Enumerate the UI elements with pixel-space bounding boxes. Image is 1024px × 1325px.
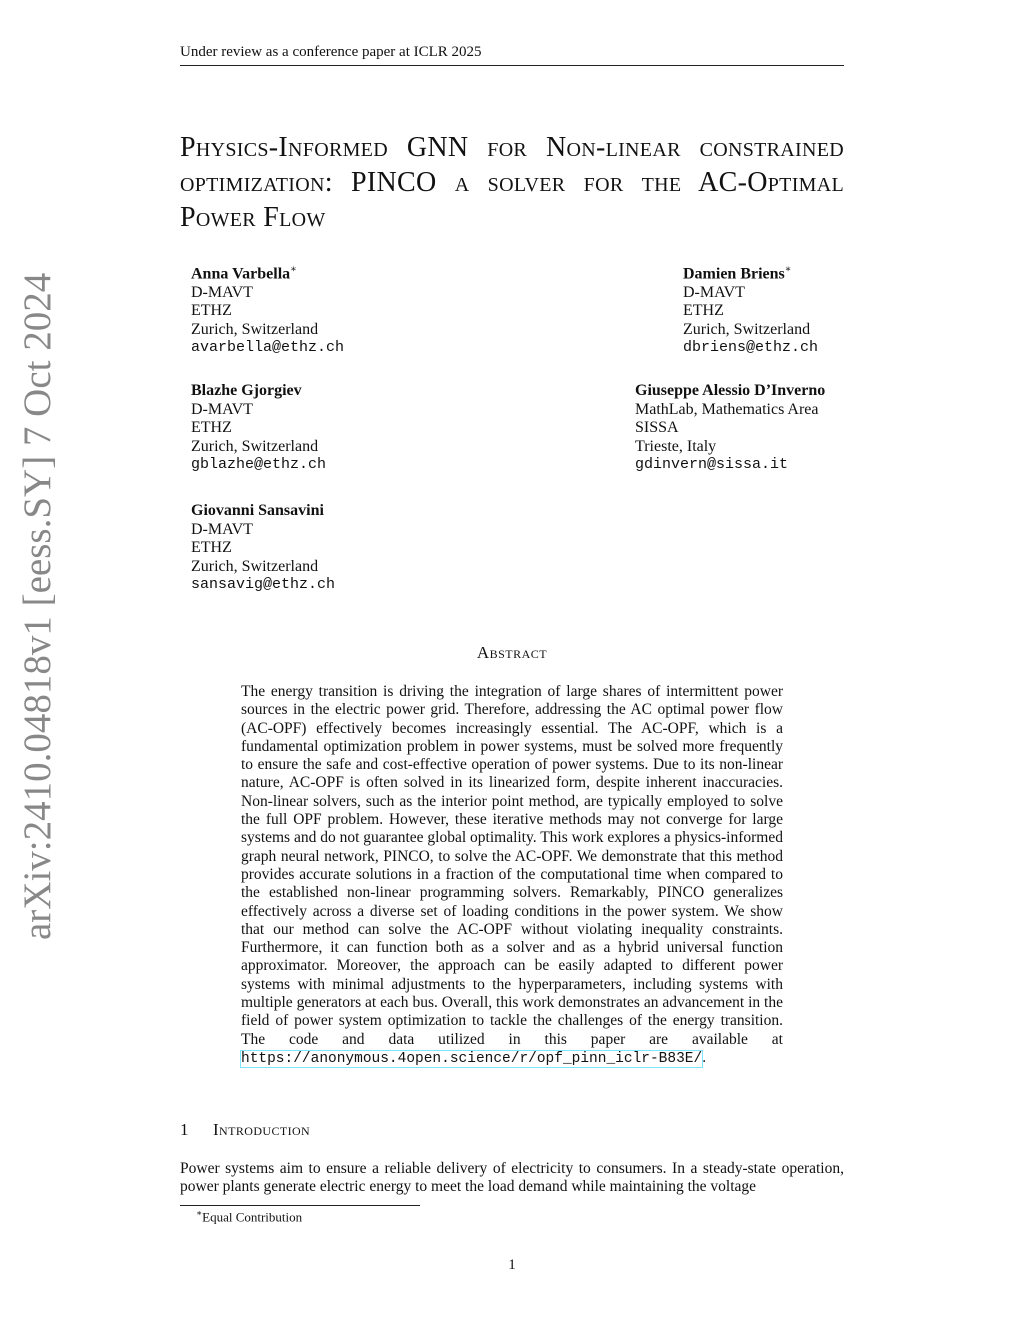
abstract-text: The energy transition is driving the integration of large shares of intermittent power sources in the electric power grid. Therefore, addressing the AC optimal power flow (AC-OPF) effectively becomes increasingly essential. The AC-OPF, which is a fundamental optimization problem in power systems, must be solved more frequently to ensure the safe and cost-effective operation of power systems. Due to its non-linear nature, AC-OPF is often solved in its linearized form, despite inherent inaccuracies. Non-linear solvers, such as the interior point method, are typically employed to solve the full OPF problem. However, these iterative methods may not converge for large systems and do not guarantee global optimality. This work explores a physics-informed graph neural network, PINCO, to solve the AC-OPF. We demonstrate that this method provides accurate solutions in a fraction of the computational time when compared to the established non-linear programming solvers. Remarkably, PINCO generalizes effectively across a diverse set of loading conditions in the power system. We show that our method can solve the AC-OPF without violating inequality constraints. Furthermore, it can function both as a solver and as a hybrid universal function approximator. Moreover, the approach can be easily adapted to different power systems with minimal adjustments to the hyperparameters, including systems with multiple generators at each bus. Overall, this work demonstrates an advancement in the field of power system optimization to tackle the challenges of the energy transition. The code and data utilized in this paper are available at — [241, 683, 783, 1048]
author-affil-1: MathLab, Mathematics Area — [635, 400, 819, 418]
abstract-body — [241, 683, 783, 1068]
page-number: 1 — [508, 1257, 516, 1273]
title-part-1: Physics-Informed — [180, 132, 407, 163]
title-part-3: a solver for the AC-Optimal Power Flow — [180, 167, 844, 233]
author-block — [191, 261, 344, 358]
author-email[interactable]: dbriens@ethz.ch — [683, 339, 819, 357]
author-email[interactable]: avarbella@ethz.ch — [191, 339, 345, 357]
author-affil-3: Zurich, Switzerland — [191, 437, 319, 455]
author-affil-2: SISSA — [635, 419, 679, 436]
author-block — [635, 382, 825, 475]
author-affil-2: ETHZ — [191, 302, 232, 320]
arxiv-sidebar-stamp: arXiv:2410.04818v1 [eess.SY] 7 Oct 2024 — [16, 272, 59, 940]
footnote — [196, 1208, 302, 1225]
intro-paragraph: Power systems aim to ensure a reliable delivery of electricity to consumers. In a steady-state operation, power plants generate electric energy to meet the load demand while maintaining the voltage — [180, 1160, 844, 1196]
author-name: Giovanni Sansavini — [191, 502, 324, 519]
title-part-2: for Non-linear constrained optimization: — [180, 132, 844, 198]
footnote-text: Equal Contribution — [202, 1209, 303, 1225]
author-affil-1: D-MAVT — [191, 520, 253, 538]
author-block — [683, 261, 818, 358]
author-affil-2: ETHZ — [683, 302, 724, 320]
section-heading — [180, 1120, 310, 1140]
footnote-mark: ∗ — [196, 1208, 203, 1218]
author-name: Blazhe Gjorgiev — [191, 382, 302, 399]
author-name: Giuseppe Alessio D’Inverno — [635, 382, 826, 399]
author-affil-1: D-MAVT — [191, 400, 253, 418]
author-affil-1: D-MAVT — [683, 283, 745, 301]
author-email[interactable]: gblazhe@ethz.ch — [191, 456, 327, 473]
code-link[interactable]: https://anonymous.4open.science/r/opf_pinn_iclr-B83E/ — [241, 1050, 703, 1067]
title-gnn: GNN — [406, 132, 469, 163]
author-name: Damien Briens∗ — [683, 264, 792, 283]
author-affil-3: Zurich, Switzerland — [191, 320, 319, 338]
title-pinco: PINCO — [351, 167, 437, 198]
paper-title — [180, 130, 844, 235]
footnote-rule — [180, 1205, 420, 1206]
author-affil-3: Zurich, Switzerland — [683, 320, 811, 338]
author-email[interactable]: gdinvern@sissa.it — [635, 456, 789, 473]
author-block — [191, 502, 335, 595]
author-affil-3: Trieste, Italy — [635, 437, 717, 455]
author-affil-2: ETHZ — [191, 539, 232, 556]
section-number: 1 — [180, 1120, 189, 1139]
abstract-end: . — [702, 1048, 707, 1066]
abstract-heading: Abstract — [476, 643, 548, 662]
author-block — [191, 382, 326, 475]
author-name: Anna Varbella∗ — [191, 264, 297, 283]
author-email[interactable]: sansavig@ethz.ch — [191, 576, 336, 593]
author-affil-2: ETHZ — [191, 419, 232, 436]
running-head: Under review as a conference paper at ICLR 2025 — [180, 44, 844, 66]
author-affil-3: Zurich, Switzerland — [191, 557, 319, 575]
section-title: Introduction — [213, 1120, 311, 1139]
author-affil-1: D-MAVT — [191, 283, 253, 301]
